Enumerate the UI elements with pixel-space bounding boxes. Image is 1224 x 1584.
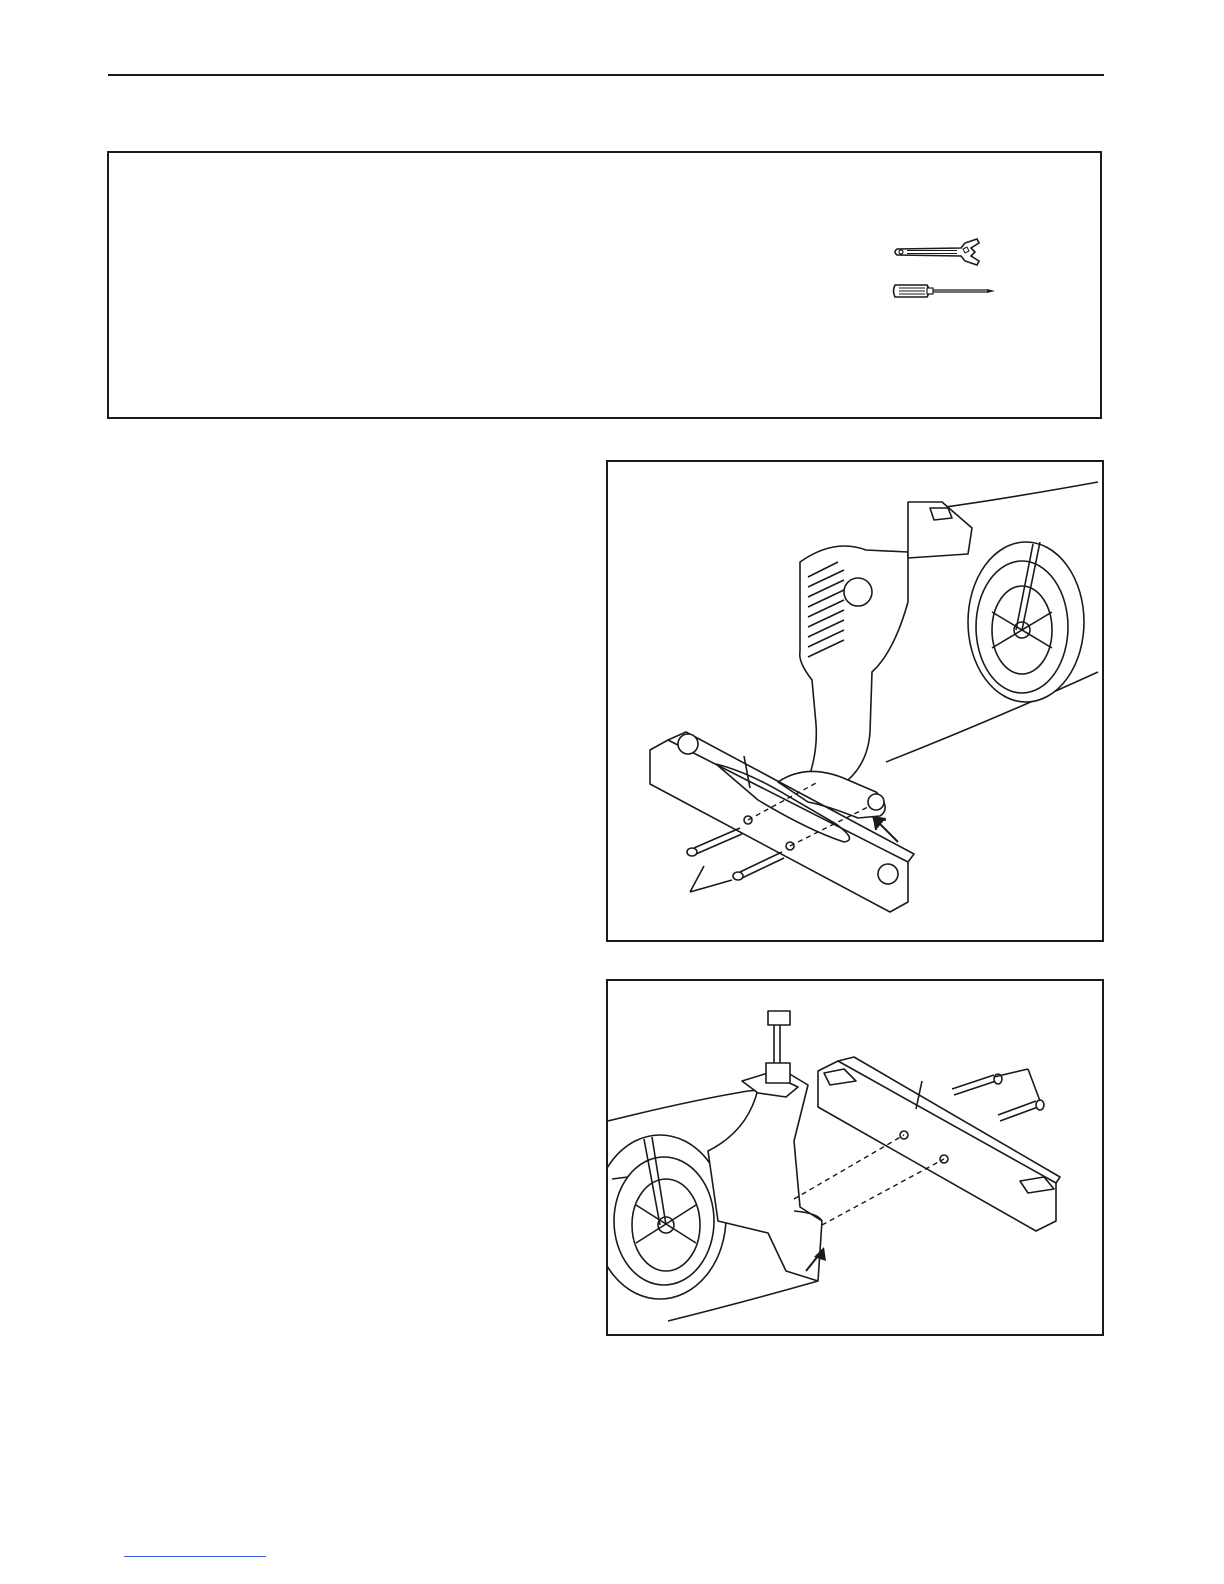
figure-2-drawing bbox=[608, 981, 1106, 1338]
header-rule bbox=[108, 74, 1104, 76]
tools-panel bbox=[107, 151, 1102, 419]
figure-1-drawing bbox=[608, 462, 1106, 944]
figure-1-front-stabilizer bbox=[606, 460, 1104, 942]
footer-link-underline[interactable] bbox=[124, 1556, 266, 1557]
adjustable-wrench-icon bbox=[891, 237, 991, 267]
figure-2-rear-stabilizer bbox=[606, 979, 1104, 1336]
phillips-screwdriver-icon bbox=[891, 281, 1001, 301]
